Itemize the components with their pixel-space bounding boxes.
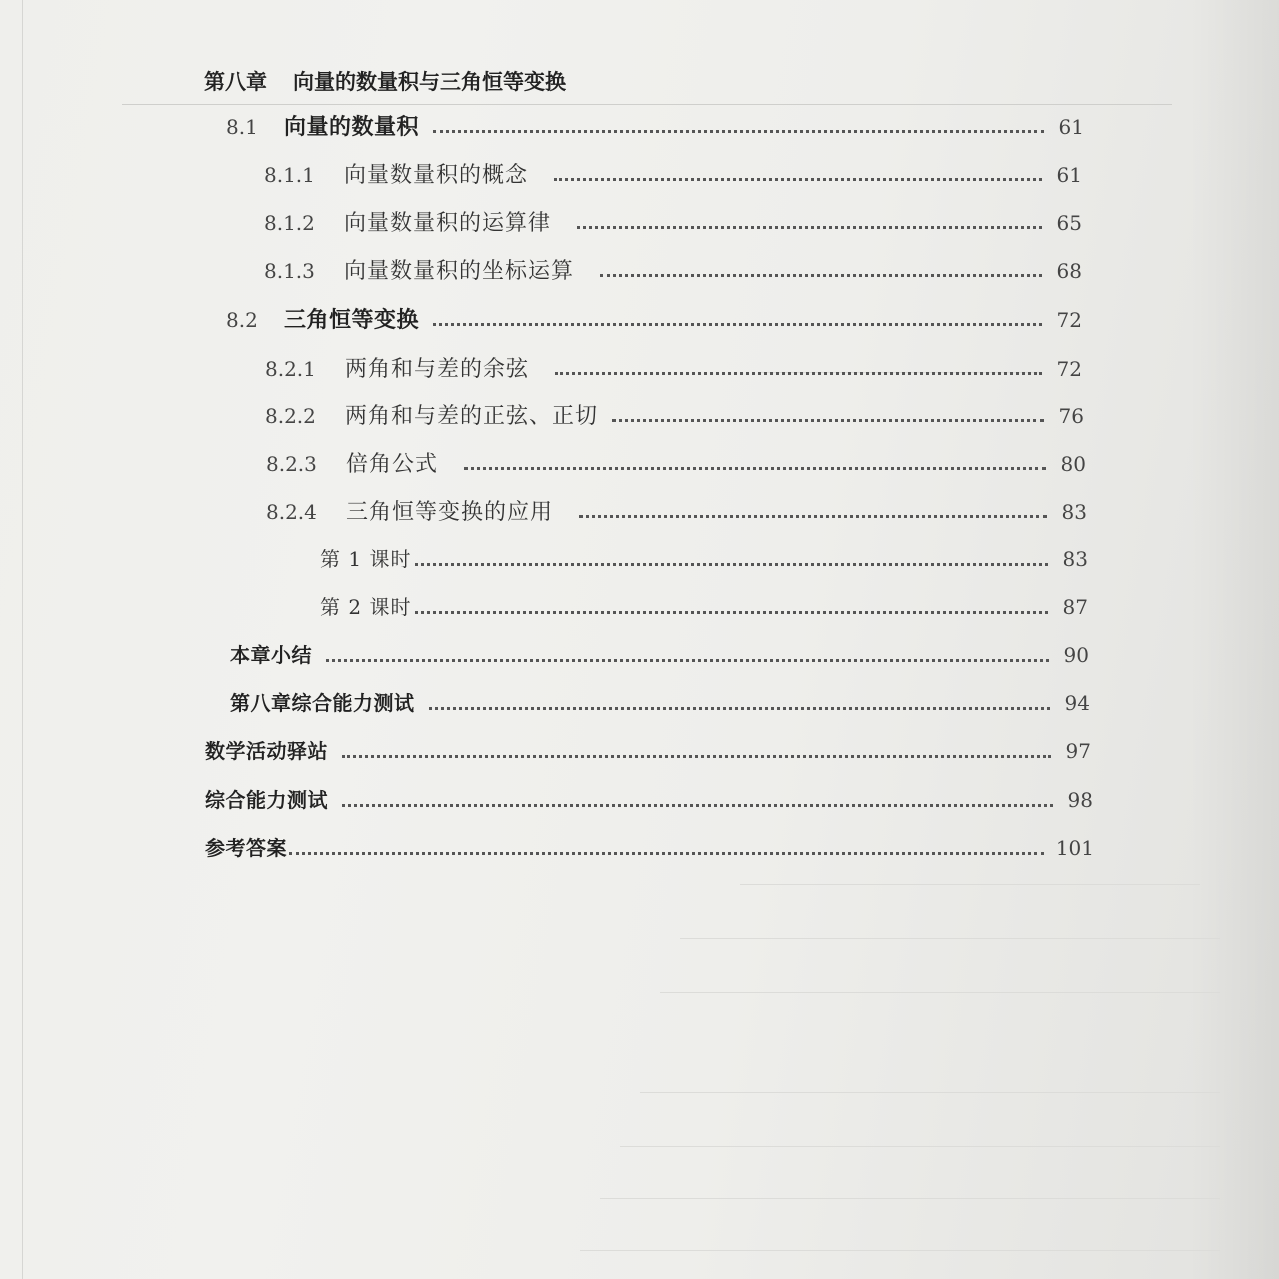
toc-entry-page: 80 <box>1060 452 1086 476</box>
toc-entry-title: 第 2 课时 <box>320 595 412 619</box>
toc-entry-8-2[interactable] <box>226 303 1082 337</box>
dot-leader <box>464 467 1046 470</box>
toc-entry-title: 本章小结 <box>230 643 312 667</box>
toc-entry-page: 61 <box>1056 163 1082 187</box>
dot-leader <box>326 659 1049 662</box>
toc-entry-page: 83 <box>1062 547 1088 571</box>
toc-entry-title: 向量的数量积 <box>284 115 420 140</box>
toc-entry-8-2-4[interactable] <box>266 495 1087 529</box>
toc-entry-8-1-3[interactable] <box>264 254 1082 288</box>
dot-leader <box>415 611 1048 614</box>
dot-leader <box>429 707 1051 710</box>
toc-entry-page: 65 <box>1056 211 1082 235</box>
toc-entry-number: 8.2.4 <box>266 500 317 524</box>
toc-entry-title: 倍角公式 <box>346 452 439 477</box>
toc-entry-number: 8.1.3 <box>264 259 315 283</box>
toc-entry-page: 87 <box>1062 595 1088 619</box>
dot-leader <box>577 226 1042 229</box>
toc-entry-page: 61 <box>1058 115 1084 139</box>
toc-entry-number: 8.2 <box>226 308 258 332</box>
chapter-number: 第八章 <box>204 70 267 94</box>
toc-entry-math-activity[interactable] <box>205 735 1091 769</box>
toc-entry-answers[interactable] <box>205 832 1094 866</box>
dot-leader <box>342 755 1051 758</box>
toc-entry-8-1-2[interactable] <box>264 206 1082 240</box>
dot-leader <box>433 323 1042 326</box>
toc-entry-title: 第 1 课时 <box>320 547 412 571</box>
bleed-through-line <box>680 938 1220 939</box>
toc-entry-number: 8.1 <box>226 115 258 139</box>
toc-entry-page: 76 <box>1058 404 1084 428</box>
toc-entry-chapter-test[interactable] <box>230 687 1090 721</box>
toc-entry-8-1-1[interactable] <box>264 158 1082 192</box>
toc-entry-8-2-2[interactable] <box>265 399 1084 433</box>
bleed-through-line <box>600 1198 1220 1199</box>
toc-entry-title: 向量数量积的坐标运算 <box>344 259 575 284</box>
toc-entry-number: 8.1.1 <box>264 163 315 187</box>
toc-entry-8-2-1[interactable] <box>265 352 1082 386</box>
dot-leader <box>554 178 1042 181</box>
dot-leader <box>342 804 1053 807</box>
spine-shadow <box>1189 0 1279 1279</box>
bleed-through-line <box>620 1146 1220 1147</box>
toc-entry-title: 数学活动驿站 <box>205 739 328 763</box>
toc-entry-number: 8.2.3 <box>266 452 317 476</box>
toc-entry-page: 101 <box>1055 836 1094 860</box>
toc-entry-page: 94 <box>1064 691 1090 715</box>
toc-entry-page: 90 <box>1063 643 1089 667</box>
toc-entry-page: 68 <box>1056 259 1082 283</box>
toc-entry-comprehensive-test[interactable] <box>205 784 1093 818</box>
dot-leader <box>289 852 1044 855</box>
toc-entry-chapter-summary[interactable] <box>230 639 1089 673</box>
chapter-title: 向量的数量积与三角恒等变换 <box>293 70 566 94</box>
toc-entry-number: 8.2.2 <box>265 404 316 428</box>
toc-entry-8-2-3[interactable] <box>266 447 1086 481</box>
toc-entry-page: 97 <box>1065 739 1091 763</box>
bleed-through-line <box>580 1250 1220 1251</box>
bleed-through-line <box>740 884 1200 885</box>
toc-entry-title: 两角和与差的正弦、正切 <box>345 404 599 429</box>
bleed-through-line <box>640 1092 1220 1093</box>
toc-entry-title: 综合能力测试 <box>205 788 328 812</box>
bleed-through-line <box>660 992 1220 993</box>
dot-leader <box>600 274 1042 277</box>
toc-entry-title: 第八章综合能力测试 <box>230 691 415 715</box>
chapter-heading <box>204 66 566 96</box>
toc-entry-number: 8.2.1 <box>265 357 316 381</box>
toc-entry-title: 两角和与差的余弦 <box>345 357 530 382</box>
toc-entry-title: 三角恒等变换的应用 <box>346 500 554 525</box>
dot-leader <box>433 130 1044 133</box>
toc-entry-page: 72 <box>1056 357 1082 381</box>
header-rule <box>122 104 1172 105</box>
toc-entry-lesson-2[interactable] <box>320 591 1088 625</box>
toc-entry-title: 三角恒等变换 <box>284 308 420 333</box>
page-edge <box>22 0 23 1279</box>
toc-entry-title: 向量数量积的运算律 <box>344 211 552 236</box>
toc-entry-page: 83 <box>1061 500 1087 524</box>
dot-leader <box>555 372 1042 375</box>
toc-entry-page: 98 <box>1067 788 1093 812</box>
dot-leader <box>579 515 1047 518</box>
dot-leader <box>415 563 1048 566</box>
toc-entry-lesson-1[interactable] <box>320 543 1088 577</box>
dot-leader <box>612 419 1044 422</box>
toc-entry-page: 72 <box>1056 308 1082 332</box>
toc-entry-title: 向量数量积的概念 <box>344 163 529 188</box>
toc-entry-8-1[interactable] <box>226 110 1084 144</box>
toc-entry-number: 8.1.2 <box>264 211 315 235</box>
toc-entry-title: 参考答案 <box>205 836 287 860</box>
